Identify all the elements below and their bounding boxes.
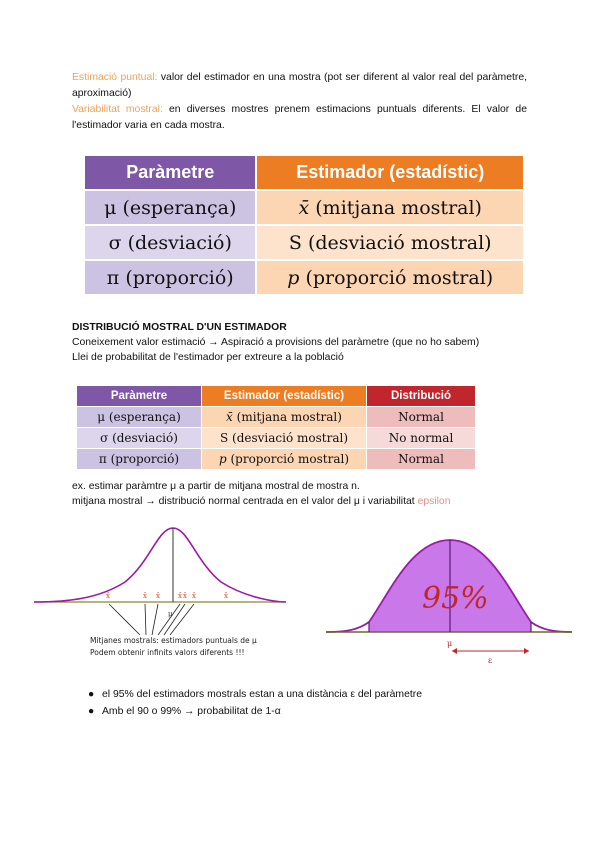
mu-label: μ [168,610,173,618]
xbar-mark: x̄ [178,592,182,600]
table-row [77,449,475,469]
estimator-symbol: p [218,452,227,466]
header-distribucio: Distribució [367,386,475,406]
estimator-cell [202,449,366,469]
xbar-mark: x̄ [156,592,160,600]
param-cell: σ (desviació) [85,226,255,259]
mu-label: μ [447,639,453,648]
header-parametre: Paràmetre [85,156,255,189]
distribution-table [76,385,476,470]
header-estimador: Estimador (estadístic) [257,156,523,189]
bullet-icon: ● [88,689,95,700]
estimator-cell [202,428,366,448]
xbar-mark: x̄ [183,592,187,600]
pointer-arrows [109,604,194,635]
estimator-text: S (desviació mostral) [219,431,349,445]
param-cell: μ (esperança) [77,407,201,427]
param-cell: μ (esperança) [85,191,255,224]
sample-means-figure [30,522,295,662]
note-line-2-text: mitjana mostral → distribució normal centrada en el valor del μ i variabilitat [72,496,418,507]
note-line-1: ex. estimar paràmtre μ a partir de mitjana mostral de mostra n. [72,481,360,492]
list-item [88,703,422,720]
bell-curve [34,528,286,602]
epsilon-label: ε [488,656,493,665]
param-cell: π (proporció) [85,261,255,294]
bullet-icon: ● [88,706,95,717]
distribution-cell: No normal [367,428,475,448]
estimator-symbol: x̄ [298,196,310,219]
parameter-estimator-table [83,154,525,296]
epsilon-term: epsilon [417,496,451,507]
estimator-symbol: x̄ [226,410,233,424]
estimator-text: (proporció mostral) [226,452,350,466]
table-row [77,407,475,427]
xbar-mark: x̄ [224,592,228,600]
distribution-cell: Normal [367,449,475,469]
intro-paragraph [72,70,527,134]
bullet-list [88,686,422,720]
xbar-mark: x̄ [192,592,196,600]
caption-line-1: Mitjanes mostrals: estimadors puntuals de μ [90,636,257,645]
term-variabilitat-mostral: Variabilitat mostral: [72,104,163,115]
bullet-text: Amb el 90 o 99% → probabilitat de 1-α [102,706,281,717]
estimator-text: (mitjana mostral) [309,196,482,219]
term-estimacio-puntual: Estimació puntual: [72,72,158,83]
list-item [88,686,422,703]
table-row [85,226,523,259]
percent-label: 95% [422,581,489,616]
estimator-symbol: p [287,266,300,289]
estimator-text: (proporció mostral) [299,266,494,289]
estimator-cell [257,261,523,294]
confidence-area-figure [322,532,574,667]
estimator-cell [202,407,366,427]
distribution-cell: Normal [367,407,475,427]
header-parametre: Paràmetre [77,386,201,406]
section-line-2: Llei de probabilitat de l'estimador per extreure a la població [72,352,344,363]
bullet-text: el 95% del estimadors mostrals estan a una distància ε del paràmetre [102,689,422,700]
caption-line-2: Podem obtenir infinits valors diferents !!! [90,648,245,657]
estimator-text: S (desviació mostral) [288,231,492,254]
def-variabilitat-mostral: en diverses mostres prenem estimacions puntuals diferents. El valor de l'estimador varia en cada mostra. [72,104,527,131]
table-row [77,428,475,448]
estimator-cell [257,226,523,259]
sample-means-marks [106,592,228,600]
estimator-text: (mitjana mostral) [232,410,342,424]
header-estimador: Estimador (estadístic) [202,386,366,406]
def-estimacio-puntual: valor del estimador en una mostra (pot ser diferent al valor real del paràmetre, aproximació) [72,72,527,99]
param-cell: π (proporció) [77,449,201,469]
table-row [85,261,523,294]
table-row [85,191,523,224]
section-heading: DISTRIBUCIÓ MOSTRAL D'UN ESTIMADOR [72,322,287,333]
section-line-1: Coneixement valor estimació → Aspiració a provisions del paràmetre (que no ho sabem) [72,337,480,348]
xbar-mark: x̄ [143,592,147,600]
param-cell: σ (desviació) [77,428,201,448]
xbar-mark: x̄ [106,592,110,600]
estimator-cell [257,191,523,224]
note-line-2 [72,494,542,510]
